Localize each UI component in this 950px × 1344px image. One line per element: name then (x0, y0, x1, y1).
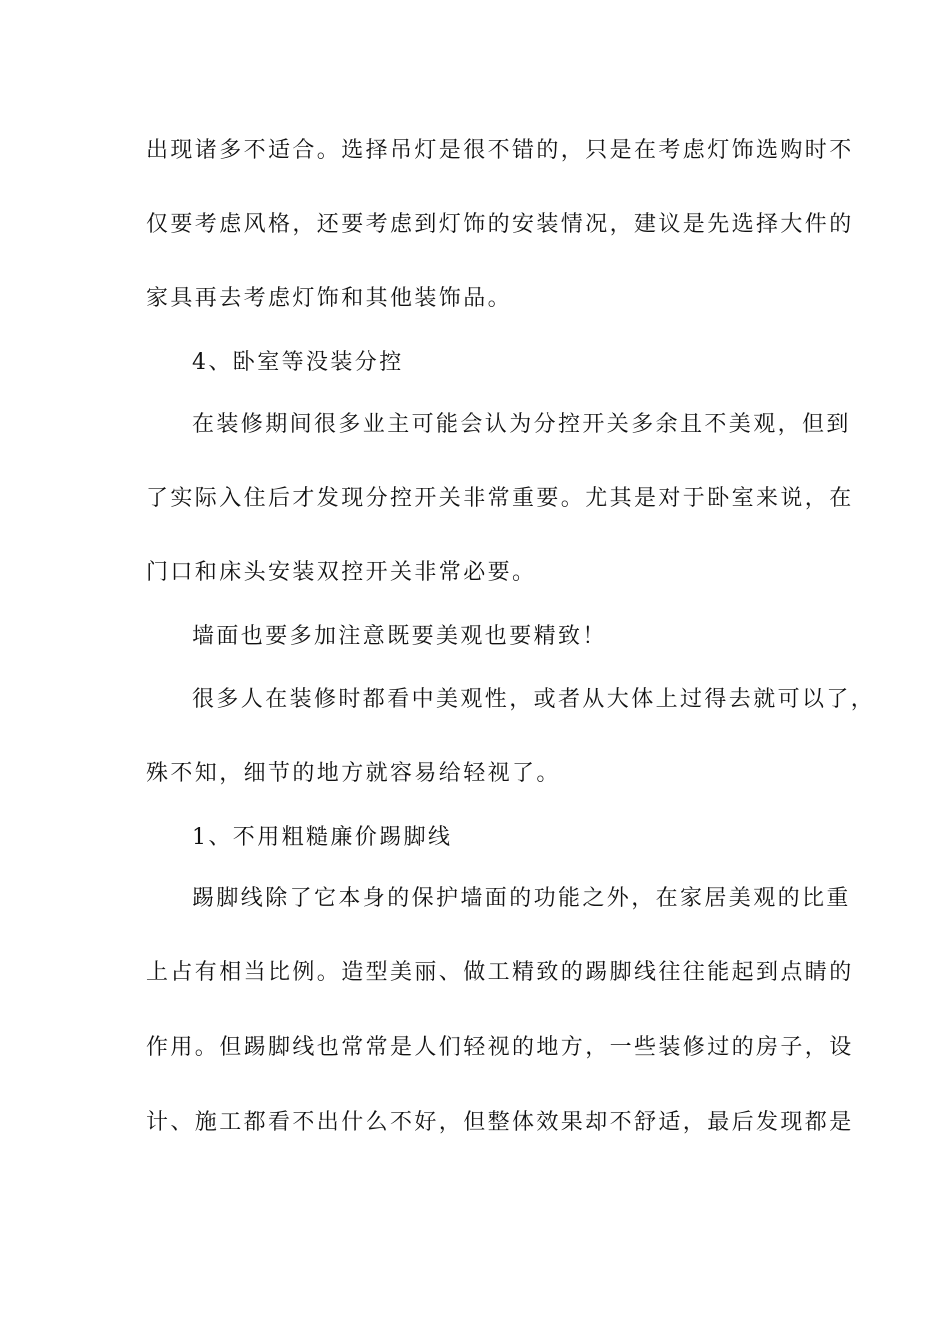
section-heading: 1、不用粗糙廉价踢脚线 (192, 825, 453, 850)
paragraph-line: 出现诸多不适合。选择吊灯是很不错的，只是在考虑灯饰选购时不 (146, 138, 854, 163)
paragraph-line: 了实际入住后才发现分控开关非常重要。尤其是对于卧室来说，在 (146, 486, 854, 511)
paragraph-line: 在装修期间很多业主可能会认为分控开关多余且不美观，但到 (192, 412, 851, 437)
paragraph-line: 家具再去考虑灯饰和其他装饰品。 (146, 286, 513, 311)
paragraph-line: 殊不知，细节的地方就容易给轻视了。 (146, 761, 561, 786)
paragraph-line: 踢脚线除了它本身的保护墙面的功能之外，在家居美观的比重 (192, 886, 851, 911)
section-heading: 墙面也要多加注意既要美观也要精致！ (192, 624, 607, 649)
paragraph-line: 仅要考虑风格，还要考虑到灯饰的安装情况，建议是先选择大件的 (146, 212, 854, 237)
paragraph-line: 很多人在装修时都看中美观性，或者从大体上过得去就可以了， (192, 687, 876, 712)
section-heading: 4、卧室等没装分控 (192, 350, 404, 375)
paragraph-line: 计、施工都看不出什么不好，但整体效果却不舒适，最后发现都是 (146, 1110, 854, 1135)
paragraph-line: 作用。但踢脚线也常常是人们轻视的地方，一些装修过的房子，设 (146, 1035, 854, 1060)
paragraph-line: 门口和床头安装双控开关非常必要。 (146, 560, 537, 585)
paragraph-line: 上占有相当比例。造型美丽、做工精致的踢脚线往往能起到点睛的 (146, 960, 854, 985)
